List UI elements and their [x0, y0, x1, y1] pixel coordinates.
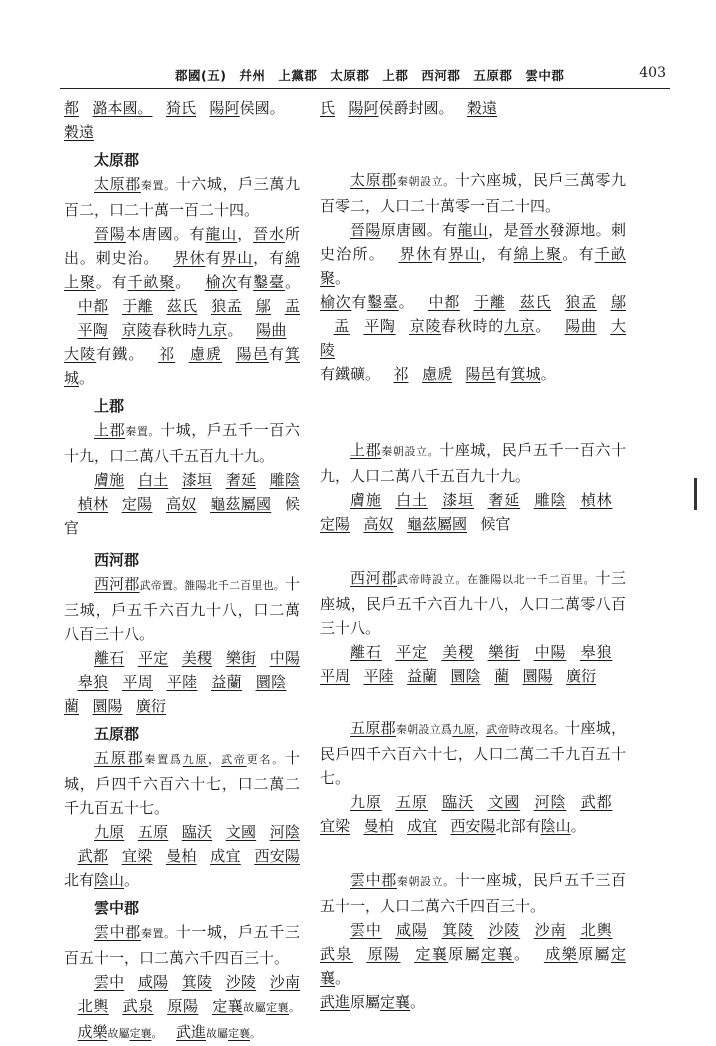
- place-name: 都: [64, 99, 80, 117]
- annotation: 故屬: [243, 1001, 267, 1014]
- place-name: 圜陰: [450, 667, 481, 685]
- note-text: 有鐵礦。: [320, 365, 381, 383]
- place-name: 陽邑: [235, 345, 269, 363]
- place-name: 武泉: [320, 945, 353, 963]
- intro-entries-translation: [320, 96, 626, 120]
- note-text: 。: [540, 365, 556, 383]
- place-name: 箕陵: [181, 973, 213, 991]
- place-name: 界休: [398, 245, 433, 263]
- place-name: 盂: [284, 297, 300, 315]
- population-text: 十三城，戶五千六百九十八，口二萬八百三十八。: [64, 575, 300, 643]
- annotation: ，: [474, 723, 487, 736]
- place-name: 樂街: [487, 643, 521, 661]
- annotation: 武帝置。雒陽北千二百里也。: [139, 579, 285, 592]
- place-name: 慮虒: [188, 345, 223, 363]
- place-name: 宜梁: [320, 817, 351, 835]
- place-name: 平陶: [77, 321, 108, 339]
- place-name: 九原: [182, 753, 209, 766]
- county-list-yunzhong: [64, 970, 300, 1046]
- note-text: 所出。刺史治。: [64, 225, 300, 267]
- note-text: 。有: [562, 245, 595, 263]
- place-name: 皋狼: [579, 643, 613, 661]
- place-name: 中陽: [533, 643, 567, 661]
- note-text: 春秋時的: [441, 317, 504, 335]
- commandery-summary-yunzhong: [64, 920, 300, 970]
- population-text: 十三座城，民戶五千六百九十八，人口二萬零八百三十八。: [320, 569, 626, 637]
- population-text: 十六座城，民戶三萬零九百零二，人口二十萬零一百二十四。: [320, 171, 626, 215]
- county-list-xihe-translation: [320, 640, 626, 688]
- place-name: 晉陽: [94, 225, 126, 243]
- note-text: 原屬: [578, 945, 611, 963]
- place-name: 候官: [64, 495, 300, 537]
- note-text: 。: [570, 817, 586, 835]
- note-text: 有鐵。: [96, 345, 145, 363]
- place-name: 奢延: [225, 471, 257, 489]
- place-name: 穀遠: [467, 99, 498, 117]
- place-name: 平定: [137, 649, 169, 667]
- commandery-name: 太原郡: [350, 171, 397, 189]
- place-name: 九京: [197, 321, 228, 339]
- annotation: 秦置爲: [144, 753, 183, 766]
- scan-edge-mark: [694, 478, 697, 510]
- place-name: 定襄: [320, 945, 626, 987]
- commandery-summary-shang-translation: [320, 438, 626, 488]
- note-text: 春秋時: [151, 321, 198, 339]
- place-name: 北輿: [77, 997, 109, 1015]
- place-name: 陽阿: [348, 99, 379, 117]
- population-text: 十一座城，民戶五千三百五十一，人口二萬六千四百三十。: [320, 871, 626, 915]
- place-name: 晉水: [518, 221, 550, 239]
- place-name: 晉水: [253, 225, 285, 243]
- note-text: 侯國。: [239, 99, 285, 117]
- commandery-name: 西河郡: [350, 569, 397, 587]
- place-name: 武進: [176, 1023, 207, 1041]
- annotation: 。: [250, 1027, 262, 1040]
- commandery-name: 五原郡: [350, 719, 396, 737]
- place-name: 定襄: [481, 945, 514, 963]
- place-name: 穀遠: [64, 123, 95, 141]
- annotation: 秦置。: [140, 179, 176, 192]
- place-name: 狼孟: [210, 297, 242, 315]
- note-text: 。: [227, 321, 243, 339]
- place-name: 中都: [77, 297, 109, 315]
- place-name: 河陰: [533, 793, 567, 811]
- note-text: 北部有: [495, 817, 541, 835]
- place-name: 武進: [320, 993, 351, 1011]
- place-name: 于離: [121, 297, 153, 315]
- place-name: 漆垣: [441, 491, 475, 509]
- place-name: 楨林: [77, 495, 109, 513]
- place-name: 定襄: [129, 1027, 152, 1040]
- place-name: 膚施: [350, 491, 382, 509]
- place-name: 候官: [480, 515, 511, 533]
- place-name: 晉陽: [350, 221, 381, 239]
- place-name: 箕陵: [441, 921, 475, 939]
- place-name: 陰山: [94, 871, 125, 889]
- place-name: 鑿臺: [253, 273, 285, 291]
- place-name: 定陽: [121, 495, 153, 513]
- note-text: 原唐國。有: [380, 221, 458, 239]
- place-name: 圜陰: [255, 673, 287, 691]
- section-heading-taiyuan: 太原郡: [94, 151, 140, 169]
- place-name: 高奴: [363, 515, 394, 533]
- note-text: 。: [335, 269, 351, 287]
- place-name: 皋狼: [77, 673, 109, 691]
- note-text: 。: [398, 293, 415, 311]
- place-name: 陽曲: [564, 317, 597, 335]
- place-name: 藺: [64, 697, 80, 715]
- note-text: ，: [237, 225, 254, 243]
- place-name: 圜陽: [522, 667, 553, 685]
- section-heading-shang: 上郡: [94, 397, 125, 415]
- place-name: 沙南: [269, 973, 300, 991]
- place-name: 界山: [448, 245, 481, 263]
- person-name: 武帝: [221, 753, 247, 766]
- annotation: 秦置。: [140, 927, 176, 940]
- note-text: 。: [535, 317, 552, 335]
- county-list-taiyuan-translation: [320, 218, 626, 386]
- note-text: 發源地。刺史治所。: [320, 221, 626, 263]
- place-name: 平定: [395, 643, 428, 661]
- annotation: 故屬: [107, 1027, 130, 1040]
- place-name: 白土: [395, 491, 428, 509]
- commandery-name: 太原郡: [94, 175, 141, 193]
- place-name: 箕城: [510, 365, 541, 383]
- place-name: 鄔: [255, 297, 272, 315]
- note-text: 侯爵封國。: [378, 99, 454, 117]
- place-name: 大陵: [320, 317, 626, 359]
- place-name: 成樂: [543, 945, 579, 963]
- place-name: 平周: [320, 667, 351, 685]
- intro-entries: [64, 96, 300, 144]
- place-name: 鄔: [610, 293, 626, 311]
- place-name: 五原: [137, 823, 169, 841]
- place-name: 原陽: [167, 997, 199, 1015]
- place-name: 原陽: [366, 945, 401, 963]
- place-name: 咸陽: [137, 973, 169, 991]
- note-text: 。: [335, 969, 351, 987]
- note-text: 有: [351, 293, 368, 311]
- place-name: 千畝聚: [127, 273, 176, 291]
- place-name: 定襄: [414, 945, 449, 963]
- place-name: 楨林: [579, 491, 613, 509]
- note-text: 。有: [95, 273, 128, 291]
- place-name: 陰山: [540, 817, 571, 835]
- translation-column: [320, 96, 626, 1014]
- annotation: 秦朝設立。: [381, 445, 440, 458]
- place-name: 九京: [504, 317, 536, 335]
- place-name: 雕陰: [269, 471, 300, 489]
- place-name: 宜梁: [121, 847, 153, 865]
- place-name: 箕城: [64, 345, 300, 387]
- place-name: 大陵: [64, 345, 97, 363]
- commandery-name: 五原郡: [94, 749, 145, 767]
- commandery-name: 上郡: [94, 421, 126, 439]
- place-name: 美稷: [181, 649, 213, 667]
- population-text: 十城，戶四千六百六十七，口二萬二千九百五十七。: [64, 749, 301, 817]
- commandery-summary-shang: [64, 418, 300, 468]
- person-name: 武帝: [486, 723, 509, 736]
- place-name: 陽邑: [465, 365, 496, 383]
- place-name: 膚施: [94, 471, 125, 489]
- note-text: 本唐國。有: [125, 225, 206, 243]
- place-name: 平陸: [363, 667, 394, 685]
- note-text: 。: [175, 273, 192, 291]
- place-name: 武都: [77, 847, 109, 865]
- note-text: ，是: [488, 221, 519, 239]
- place-name: 京陵: [409, 317, 442, 335]
- place-name: 雲中: [350, 921, 382, 939]
- note-text: 。: [124, 871, 140, 889]
- population-text: 十六城，戶三萬九百二，口二十萬一百二十四。: [64, 175, 300, 219]
- place-name: 廣衍: [136, 697, 167, 715]
- place-name: 祁: [393, 365, 409, 383]
- place-name: 定襄: [228, 1027, 251, 1040]
- place-name: 鑿臺: [367, 293, 399, 311]
- note-text: 有: [237, 273, 254, 291]
- place-name: 曼柏: [165, 847, 197, 865]
- note-text: 有: [495, 365, 511, 383]
- place-name: 茲氏: [166, 297, 198, 315]
- place-name: 潞本國。: [92, 99, 153, 117]
- note-text: 。: [284, 273, 300, 291]
- place-name: 龜茲屬國: [407, 515, 468, 533]
- commandery-summary-taiyuan-translation: [320, 168, 626, 218]
- place-name: 北輿: [579, 921, 613, 939]
- place-name: 成樂: [77, 1023, 108, 1041]
- annotation: 秦朝設立。: [396, 875, 455, 888]
- place-name: 武都: [579, 793, 613, 811]
- place-name: 雲中: [94, 973, 125, 991]
- place-name: 成宜: [407, 817, 438, 835]
- commandery-summary-taiyuan: [64, 172, 300, 222]
- place-name: 西安陽: [254, 847, 300, 865]
- place-name: 白土: [137, 471, 169, 489]
- county-list-shang-translation: [320, 488, 626, 536]
- place-name: 千畝聚: [320, 245, 626, 287]
- commandery-name: 西河郡: [94, 575, 140, 593]
- place-name: 平周: [122, 673, 153, 691]
- note-text: 。: [513, 945, 531, 963]
- commandery-name: 雲中郡: [350, 871, 397, 889]
- place-name: 漆垣: [181, 471, 213, 489]
- place-name: 離石: [350, 643, 382, 661]
- place-name: 茲氏: [519, 293, 552, 311]
- place-name: 沙陵: [487, 921, 521, 939]
- place-name: 京陵: [121, 321, 152, 339]
- commandery-summary-wuyuan-translation: [320, 716, 626, 790]
- place-name: 綿上聚: [64, 249, 300, 291]
- note-text: 原屬: [350, 993, 381, 1011]
- place-name: 五原: [395, 793, 428, 811]
- original-text-column: [64, 96, 300, 1046]
- place-name: 榆次: [320, 293, 352, 311]
- place-name: 咸陽: [395, 921, 428, 939]
- commandery-summary-yunzhong-translation: [320, 868, 626, 918]
- place-name: 定陽: [320, 515, 351, 533]
- place-name: 圜陽: [92, 697, 123, 715]
- place-name: 武泉: [122, 997, 154, 1015]
- annotation: 秦朝設立。: [396, 175, 455, 188]
- place-name: 離石: [94, 649, 125, 667]
- annotation: 秦朝設立爲: [395, 723, 453, 736]
- note-text: 。: [410, 993, 426, 1011]
- place-name: 陽阿: [209, 99, 240, 117]
- place-name: 界休: [172, 249, 206, 267]
- place-name: 西安陽: [450, 817, 496, 835]
- place-name: 九原: [452, 723, 475, 736]
- county-list-wuyuan: [64, 820, 300, 892]
- section-heading-xihe: 西河郡: [94, 551, 140, 569]
- place-name: 榆次: [204, 273, 238, 291]
- note-text: 北有: [64, 871, 95, 889]
- county-list-wuyuan-translation: [320, 790, 626, 838]
- place-name: 雕陰: [533, 491, 567, 509]
- place-name: 界山: [221, 249, 254, 267]
- place-name: 氏: [320, 99, 336, 117]
- place-name: 文國: [487, 793, 521, 811]
- running-title: 郡國(五) 幷州 上黨郡 太原郡 上郡 西河郡 五原郡 雲中郡: [175, 68, 565, 83]
- place-name: 奢延: [487, 491, 521, 509]
- place-name: 祁: [158, 345, 176, 363]
- county-list-taiyuan: [64, 222, 300, 390]
- place-name: 龍山: [205, 225, 238, 243]
- commandery-name: 上郡: [350, 441, 382, 459]
- annotation: 武帝時設立。在雒陽以北一千二百里。: [397, 573, 596, 586]
- place-name: 于離: [473, 293, 506, 311]
- commandery-summary-wuyuan: [64, 746, 300, 820]
- place-name: 臨沃: [181, 823, 213, 841]
- page-number: 403: [639, 65, 666, 81]
- county-list-shang: [64, 468, 300, 540]
- population-text: 十座城，民戶五千一百六十九，人口二萬八千五百九十九。: [320, 441, 626, 485]
- place-name: 文國: [225, 823, 257, 841]
- place-name: 廣衍: [566, 667, 597, 685]
- section-heading-wuyuan: 五原郡: [94, 725, 140, 743]
- annotation: 秦置。: [125, 425, 161, 438]
- population-text: 十城，戶五千一百六十九，口二萬八千五百九十九。: [64, 421, 300, 465]
- annotation: 更名。: [246, 753, 286, 766]
- note-text: 原屬: [448, 945, 482, 963]
- commandery-summary-xihe-translation: [320, 566, 626, 640]
- place-name: 綿上聚: [513, 245, 563, 263]
- annotation: ，: [208, 753, 222, 766]
- place-name: 定襄: [211, 997, 244, 1015]
- place-name: 九原: [350, 793, 382, 811]
- annotation: 。: [151, 1027, 163, 1040]
- population-text: 十一城，戶五千三百五十一，口二萬六千四百三十。: [64, 923, 300, 967]
- place-name: 平陶: [363, 317, 396, 335]
- place-name: 藺: [494, 667, 510, 685]
- place-name: 中都: [427, 293, 460, 311]
- place-name: 盂: [333, 317, 350, 335]
- place-name: 慮虒: [422, 365, 453, 383]
- place-name: 沙陵: [225, 973, 257, 991]
- note-text: 有: [432, 245, 449, 263]
- note-text: 有: [205, 249, 222, 267]
- place-name: 定襄: [266, 1001, 289, 1014]
- place-name: 益蘭: [407, 667, 438, 685]
- note-text: ，有: [253, 249, 285, 267]
- note-text: 有: [268, 345, 285, 363]
- place-name: 沙南: [533, 921, 567, 939]
- place-name: 益蘭: [211, 673, 242, 691]
- place-name: 猗氏: [166, 99, 197, 117]
- population-text: 十座城，民戶四千六百六十七，人口二萬二千九百五十七。: [320, 719, 627, 787]
- place-name: 陽曲: [256, 321, 287, 339]
- place-name: 平陸: [166, 673, 198, 691]
- commandery-summary-xihe: [64, 572, 300, 646]
- place-name: 成宜: [210, 847, 241, 865]
- place-name: 狼孟: [564, 293, 597, 311]
- place-name: 龜茲屬國: [210, 495, 272, 513]
- place-name: 龍山: [457, 221, 489, 239]
- place-name: 樂街: [225, 649, 257, 667]
- section-heading-yunzhong: 雲中郡: [94, 899, 140, 917]
- annotation: 。: [289, 1001, 300, 1014]
- annotation: 時改現名。: [508, 723, 566, 736]
- note-text: ，有: [480, 245, 514, 263]
- annotation: 故屬: [206, 1027, 229, 1040]
- place-name: 曼柏: [363, 817, 394, 835]
- commandery-name: 雲中郡: [94, 923, 141, 941]
- place-name: 美稷: [441, 643, 475, 661]
- place-name: 定襄: [380, 993, 411, 1011]
- place-name: 臨沃: [441, 793, 475, 811]
- place-name: 河陰: [269, 823, 300, 841]
- place-name: 中陽: [269, 649, 300, 667]
- running-header: [60, 62, 670, 89]
- county-list-xihe: [64, 646, 300, 718]
- place-name: 高奴: [165, 495, 197, 513]
- place-name: 九原: [94, 823, 125, 841]
- note-text: 。: [79, 369, 95, 387]
